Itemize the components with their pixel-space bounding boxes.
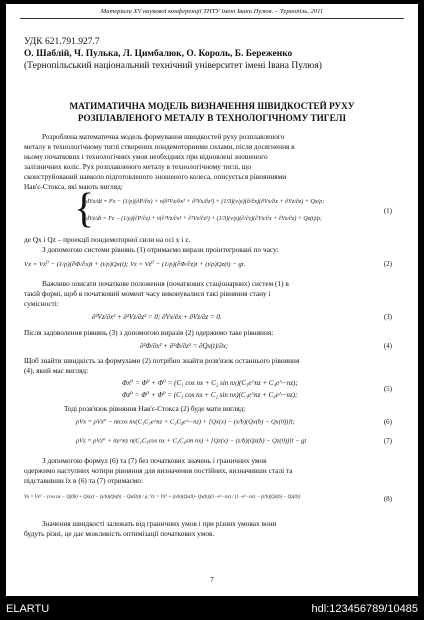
text-line: Тоді розв'язок рівняння Нав'є-Стокса (2) буде мати вигляд: <box>64 404 246 413</box>
equation-5a: Φx⁰ = Φ⁰ + Φ⁰ = (C₁ cos nx + C₂ sin nx)(C₃e^nz + C₄e^−nz); <box>122 379 298 387</box>
text-line: Щоб знайти швидкість за формулами (2) потрібно знайти розв'язок останнього рівняння <box>24 356 300 365</box>
equation-number: (8) <box>383 495 392 503</box>
equation-1a: dVx/dt = Fx − (1/ρ)(∂P/∂x) + ν(∂²Vx/∂x² + ∂²Vx/∂z²) + (1/3)(ν/ρ)(∂/∂x)(∂Vx/∂x + ∂Vz/∂z) + Qx/ρ; <box>86 198 325 205</box>
header-rule <box>20 18 404 19</box>
text-line: ньому початкових і технологічних умов необхідних при відновлені зношеного <box>24 152 268 161</box>
equation-6: ρVx = ρVx⁰ − ntcos nx(C₁C₃e^nz + C₂C₄e^−nz) + [Qx(x) − (x/b)(Qx(b) − Qx(0))]t; <box>76 418 295 426</box>
text-line: такій формі, щоб в початковий момент часу виконувалися такі рівняння стану і <box>24 289 271 298</box>
affiliation: (Тернопільський національний технічний університет імені Івана Пулюя) <box>24 61 322 71</box>
text-line: сконструйований навколо підготовленого зношеного колеса, описується рівняннями <box>24 172 287 181</box>
footer-bar <box>0 600 424 620</box>
title-line-1: МАТИМАТИЧНА МОДЕЛЬ ВИЗНАЧЕННЯ ШВИДКОСТЕЙ РУХУ <box>69 101 355 111</box>
equation-2: Vx = Vx⁰ − (1/ρ)(∂Φ/∂x)t + (t/ρ)Qx(t); Vz = Vz⁰ − (1/ρ)(∂Φ/∂z)t + (t/ρ)Qz(t) − gt. <box>24 260 246 268</box>
equation-4: ∂²Φ/∂x² + ∂²Φ/∂z² = ∂Qx(t)/∂x; <box>140 342 229 350</box>
equation-number: (4) <box>383 342 392 350</box>
text-line: З допомогою системи рівнянь (1) отримаємо вирази проінтегровані по часу: <box>42 245 279 254</box>
text-line: Розроблена математична модель формування швидкостей руху розплавленого <box>42 132 285 141</box>
text-line: Значення швидкості залежать від граничних умов і при різних умовах вони <box>42 519 277 528</box>
repository-name: ELARTU <box>6 603 50 615</box>
equation-number: (7) <box>383 437 392 445</box>
authors: О. Шаблій, Ч. Пулька, Л. Цимбалюк, О. Король, Б. Береженко <box>24 49 293 59</box>
running-header: Матеріали XV наукової конференції ТНТУ імені Івана Пулюя. – Тернопіль, 2011 <box>100 8 324 15</box>
text-line: підставивши їх в (6) та (7) отримаємо: <box>24 476 143 485</box>
text-line: Нав'є-Стокса, які мають вигляд: <box>24 182 123 191</box>
text-line: металу в технологічному тиглі створених пондемоторними силами, після досягнення в <box>24 142 295 151</box>
equation-number: (3) <box>383 313 392 321</box>
equation-3: ∂²Vz/∂x² + ∂²Vz/∂z² = 0; ∂Vx/∂x + ∂Vz/∂z = 0. <box>92 313 222 321</box>
udk-code: УДК 621.791.927.7 <box>24 37 100 47</box>
equation-number: (5) <box>383 385 392 393</box>
equation-1b: dVz/dt = Fz − (1/ρ)(∂P/∂z) + ν(∂²Vz/∂x² + ∂²Vz/∂z²) + (1/3)(ν/ρ)(∂/∂z)(∂Vx/∂x + ∂Vz/∂z) + Qz(t)/ρ; <box>86 215 323 222</box>
handle-identifier[interactable]: hdl:123456789/10485 <box>311 603 418 615</box>
text-line: одержимо наступних чотири рівняння для визначення постійних, визначивши сталі та <box>24 466 293 475</box>
text-line: будуть різні, це дає можливість оптимізації початкових умов. <box>24 529 215 538</box>
text-line: сумісності: <box>24 299 59 308</box>
equation-number: (1) <box>383 207 392 215</box>
text-line: Важливо описати початкове положення (початкових стаціонарних) систем (1) в <box>42 279 289 288</box>
page-number: 7 <box>210 575 214 584</box>
text-line: де Qx і Qz – проекції пондемоторної сили на осі x і z. <box>24 235 191 244</box>
text-line: З допомогою формул (6) та (7) без початкових значень і граничних умов <box>42 456 267 465</box>
equation-8: Vx = Vx⁰ − (cos nx − Q(0b) + Qx(x) − (x/b)(Qx(b) − Qx(0))) / ρ; Vz = Vz⁰ + (n/b)(Qx(0)−Qx(b))(1−e^−nx) / (1−e^−nx) − (z/b)(Qz(b) − Qz(0)) <box>24 494 301 500</box>
equation-7: ρVz = ρVz⁰ + ite^nz n(C₁C₃cos nx + C₂C₄sin nx) + [Qz(x) − (z/b)(Qz(b) − Qz(0))]t − gt <box>76 437 307 445</box>
equation-number: (2) <box>383 260 392 268</box>
text-line: (4), який має вигляд: <box>24 366 89 375</box>
equation-5b: Φz⁰ = Φ⁰ + Φ⁰ = (C₁ cos nx + C₂ sin nx)(C₃e^nz + C₄e^−nz); <box>122 391 298 399</box>
system-brace: { <box>74 186 95 232</box>
document-page <box>6 4 418 596</box>
text-line: Після задоволення рівнянь (3) з допомогою виразів (2) одержимо таке рівняння: <box>24 328 274 337</box>
equation-number: (6) <box>383 418 392 426</box>
text-line: залізничних коліс. Рух розплавленого металу в технологічному тиглі, що <box>24 162 252 171</box>
title-line-2: РОЗПЛАВЛЕНОГО МЕТАЛУ В ТЕХНОЛОГІЧНОМУ ТИГЕЛІ <box>77 113 347 123</box>
